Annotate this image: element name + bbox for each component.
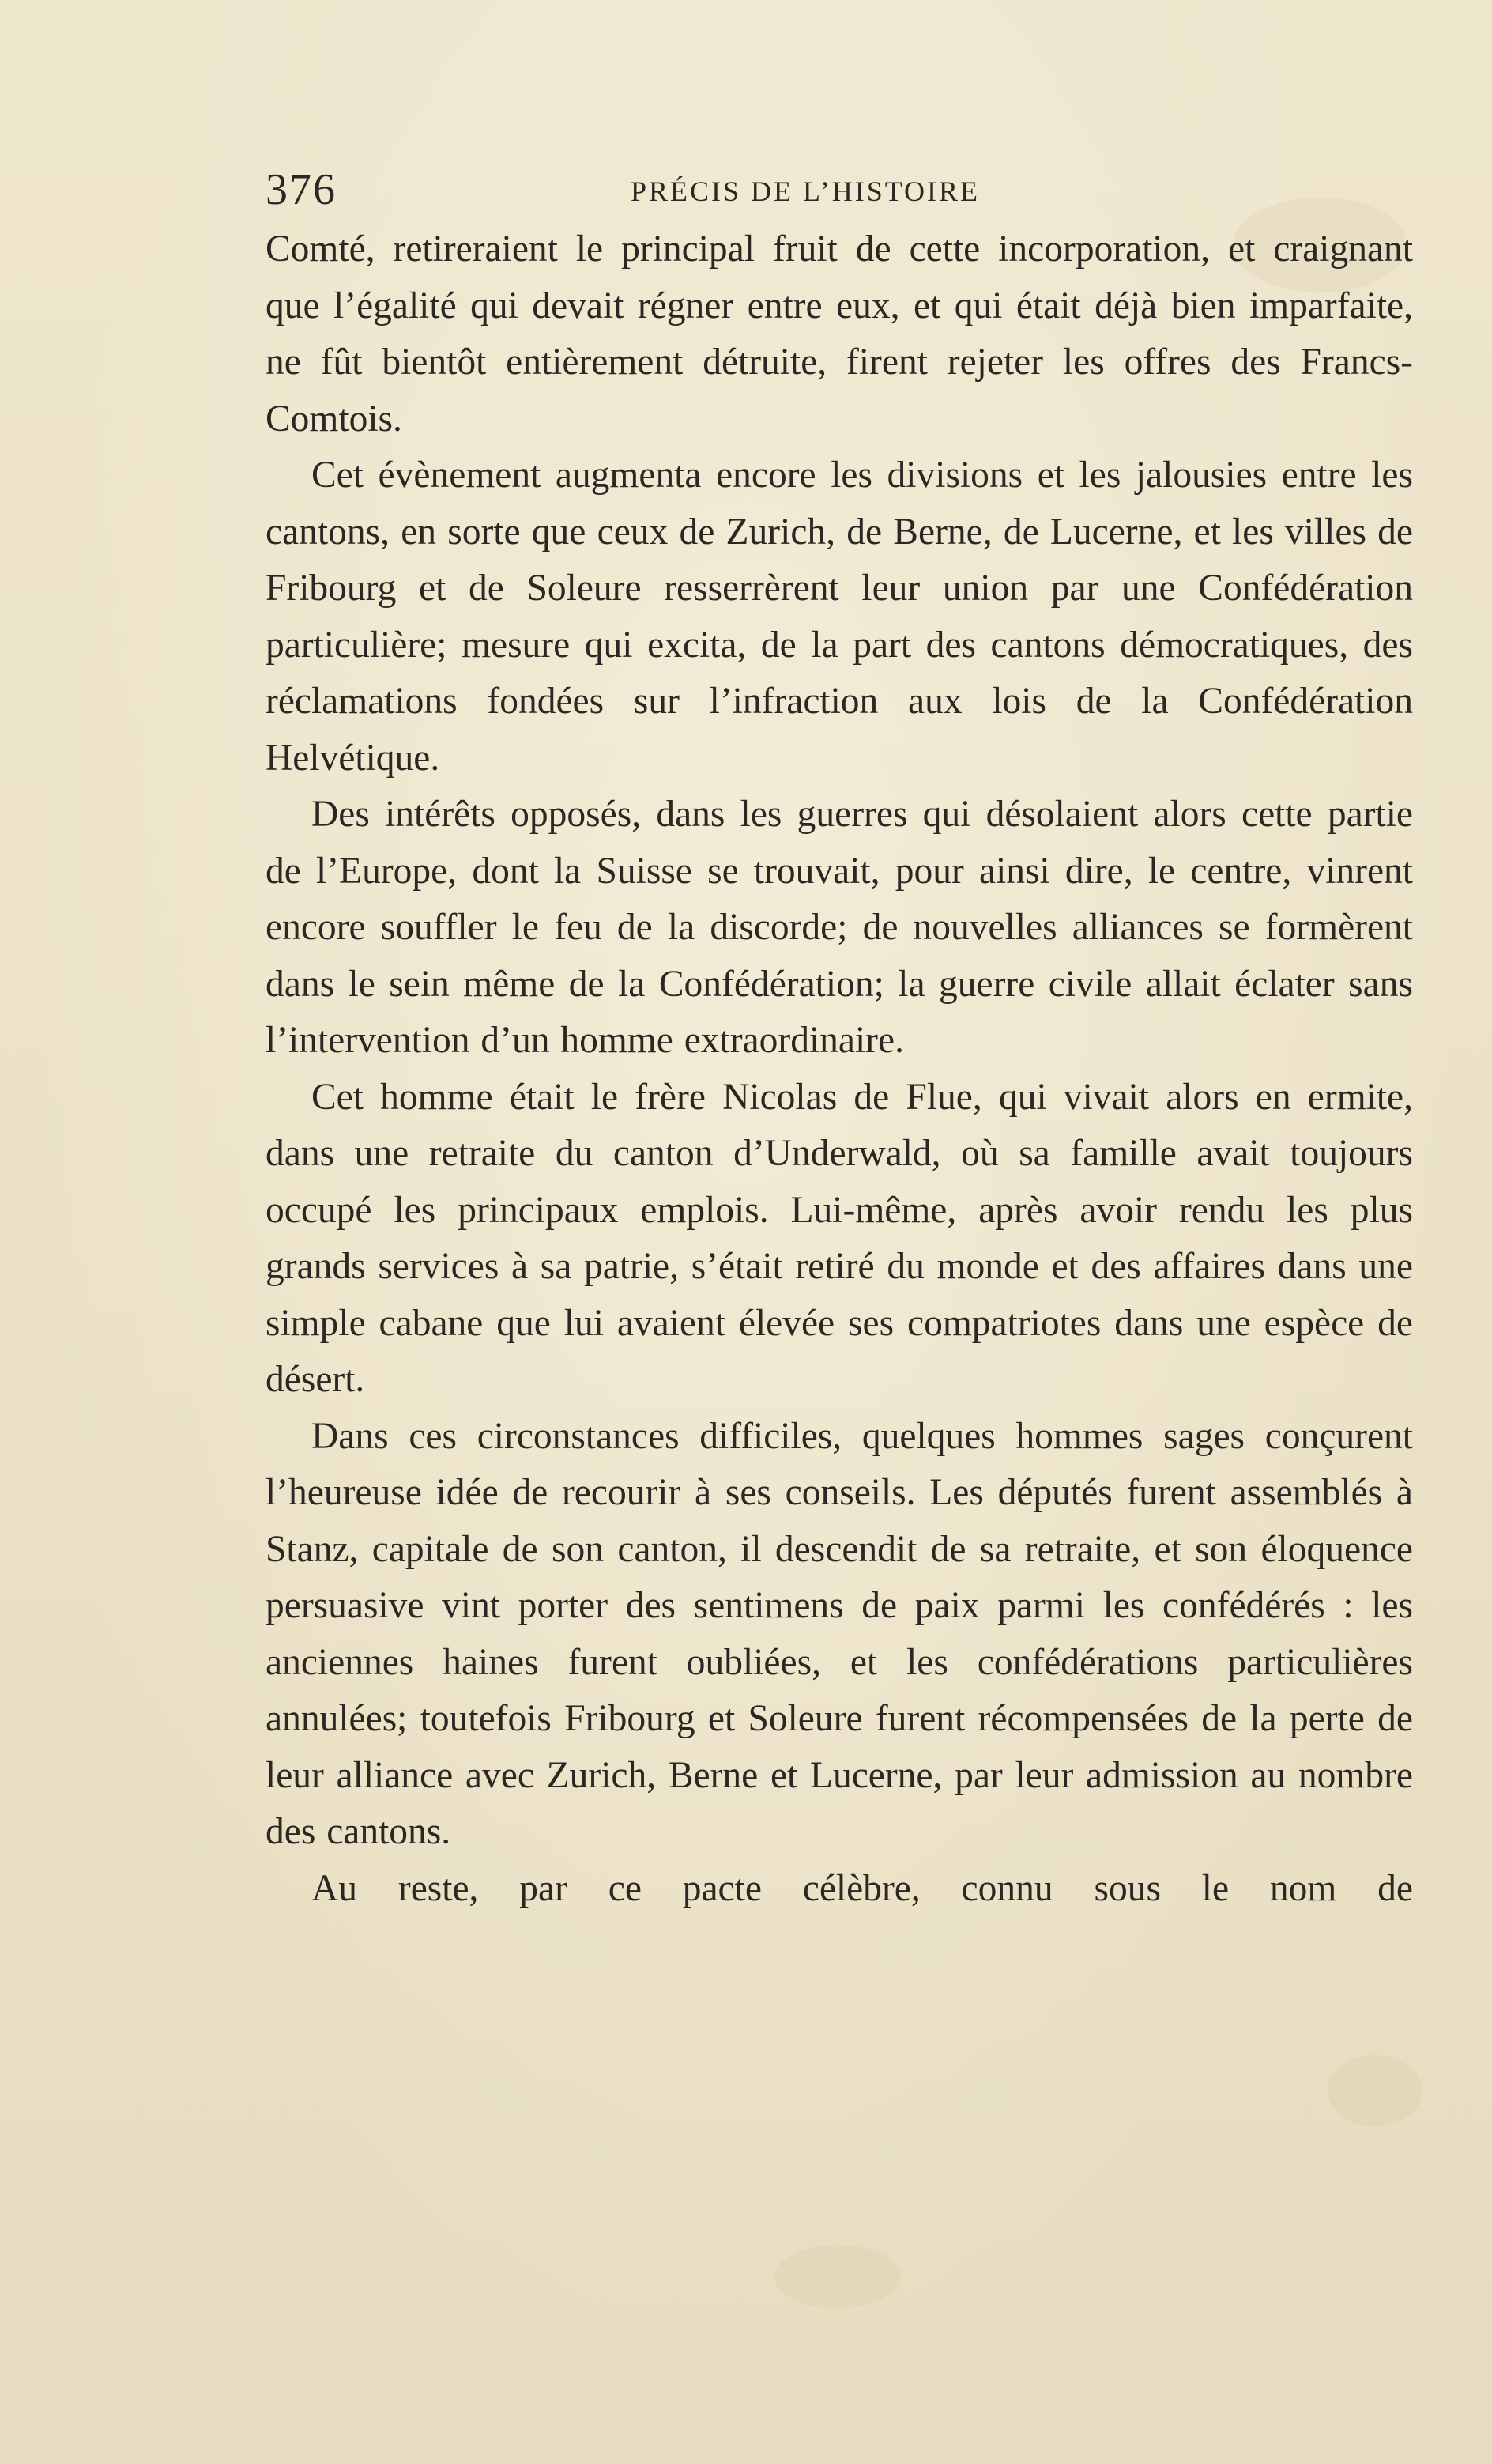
paragraph: Cet évènement augmenta encore les divisions et les jalousies entre les cantons, en sorte que ceux de Zurich, de Berne, de Lucerne, et les villes de Fribourg et de Soleure resserrèrent leur union par une Confédération particulière; mesure qui excita, de la part des cantons démocratiques, des réclamations fondées sur l’infraction aux lois de la Confédération Helvétique. [266, 455, 1413, 779]
page-header [266, 166, 1419, 213]
paragraph: Dans ces circonstances difficiles, quelques hommes sages conçurent l’heureuse idée de recourir à ses conseils. Les députés furent assemblés à Stanz, capitale de son canton, il descendit de sa retraite, et son éloquence persuasive vint porter des sentimens de paix parmi les confédérés : les anciennes haines furent oubliées, et les confédérations particulières annulées; toutefois Fribourg et Soleure furent récompensées de la perte de leur alliance avec Zurich, Berne et Lucerne, par leur admission au nombre des cantons. [266, 1415, 1413, 1852]
paragraph: Des intérêts opposés, dans les guerres qui désolaient alors cette partie de l’Europe, dont la Suisse se trouvait, pour ainsi dire, le centre, vinrent encore souffler le feu de la discorde; de nouvelles alliances se formèrent dans le sein même de la Confédération; la guerre civile allait éclater sans l’intervention d’un homme extraordinaire. [266, 794, 1413, 1061]
paragraph: Comté, retireraient le principal fruit de cette incorporation, et craignant que l’égalité qui devait régner entre eux, et qui était déjà bien imparfaite, ne fût bientôt entièrement détruite, firent rejeter les offres des Francs-Comtois. [266, 228, 1413, 440]
running-head: PRÉCIS DE L’HISTOIRE [631, 175, 981, 207]
paragraph: Cet homme était le frère Nicolas de Flue, qui vivait alors en ermite, dans une retraite du canton d’Underwald, où sa famille avait toujours occupé les principaux emplois. Lui-même, après avoir rendu les plus grands services à sa patrie, s’était retiré du monde et des affaires dans une simple cabane que lui avaient élevée ses compatriotes dans une espèce de désert. [266, 1076, 1413, 1400]
paper-stain [774, 2245, 901, 2308]
page-number: 376 [266, 165, 337, 214]
body-text [266, 221, 1413, 1917]
paper-stain [1328, 2055, 1422, 2126]
paragraph: Au reste, par ce pacte célèbre, connu sous le nom de [311, 1867, 1413, 1909]
